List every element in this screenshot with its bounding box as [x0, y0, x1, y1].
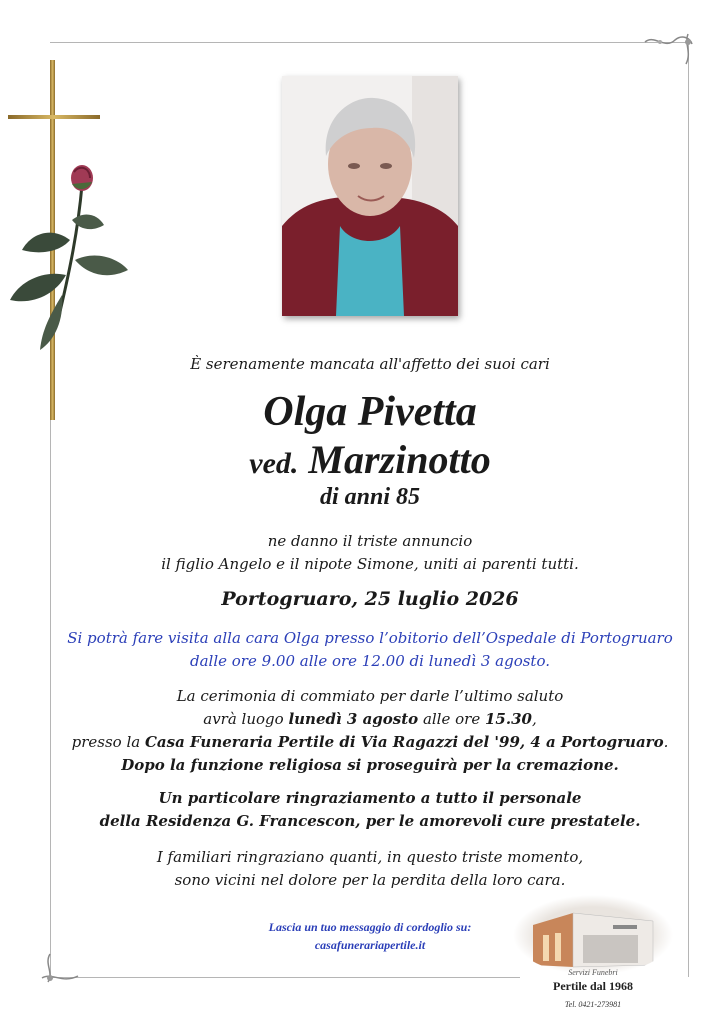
condolence-line: Lascia un tuo messaggio di cordoglio su: [268, 920, 472, 934]
ceremony-line [60, 731, 680, 754]
thanks-line: Un particolare ringraziamento a tutto il personale [158, 789, 582, 807]
ceremony-text: avrà luogo [203, 710, 289, 728]
frame-left-line [50, 420, 51, 978]
thanks-line: I familiari ringraziano quanti, in questo triste momento, [156, 848, 584, 866]
logo-subtitle: Servizi Funebri [568, 968, 618, 977]
deceased-name: Olga Pivetta [263, 389, 477, 435]
deceased-photo [282, 76, 458, 316]
intro-text: È serenamente mancata all'affetto dei suoi cari [190, 355, 550, 373]
frame-bottom-line [50, 977, 520, 978]
logo-phone: Tel. 0421-273981 [564, 1000, 622, 1009]
ceremony-venue: Casa Funeraria Pertile di Via Ragazzi del '99, 4 a Portogruaro [144, 733, 664, 751]
thanks-staff [60, 787, 680, 833]
place-date: Portogruaro, 25 luglio 2026 [221, 588, 519, 610]
condolence-link[interactable]: casafunerariapertile.it [314, 938, 426, 952]
visit-line: dalle ore 9.00 alle ore 12.00 di lunedì 3 agosto. [189, 652, 550, 670]
ceremony-line [60, 754, 680, 777]
frame-top-line [50, 42, 690, 43]
condolence-message [230, 918, 510, 954]
ceremony-line [60, 708, 680, 731]
ceremony-line: La cerimonia di commiato per darle l’ultimo saluto [176, 687, 564, 705]
widow-name [60, 436, 680, 483]
ceremony-time: 15.30 [484, 710, 532, 728]
ceremony-text: alle ore [418, 710, 485, 728]
ceremony-text: presso la [71, 733, 145, 751]
cross-with-rose-icon [0, 60, 140, 430]
ceremony-text: . [663, 733, 669, 751]
ceremony-text: , [531, 710, 537, 728]
funeral-home-building-icon [513, 895, 673, 975]
ceremony-info [60, 685, 680, 777]
corner-ornament-top-right [640, 30, 700, 70]
widow-prefix: ved. [249, 447, 299, 480]
frame-right-line [688, 42, 689, 977]
announcement-line: il figlio Angelo e il nipote Simone, uniti ai parenti tutti. [161, 555, 579, 573]
announcement [60, 530, 680, 576]
widow-surname: Marzinotto [308, 437, 491, 482]
thanks-line: della Residenza G. Francescon, per le amorevoli cure prestatele. [99, 812, 641, 830]
ceremony-day: lunedì 3 agosto [288, 710, 419, 728]
announcement-line: ne danno il triste annuncio [267, 532, 473, 550]
cremation-note: Dopo la funzione religiosa si proseguirà per la cremazione. [121, 756, 619, 774]
thanks-line: sono vicini nel dolore per la perdita della loro cara. [174, 871, 566, 889]
thanks-family [60, 846, 680, 892]
funeral-home-logo [513, 895, 673, 1017]
age-text: di anni 85 [319, 484, 421, 510]
corner-ornament-bottom-left [38, 952, 88, 992]
logo-name: Pertile dal 1968 [553, 979, 633, 993]
visit-line: Si potrà fare visita alla cara Olga presso l’obitorio dell’Ospedale di Portogruaro [67, 629, 673, 647]
visit-info [60, 627, 680, 673]
